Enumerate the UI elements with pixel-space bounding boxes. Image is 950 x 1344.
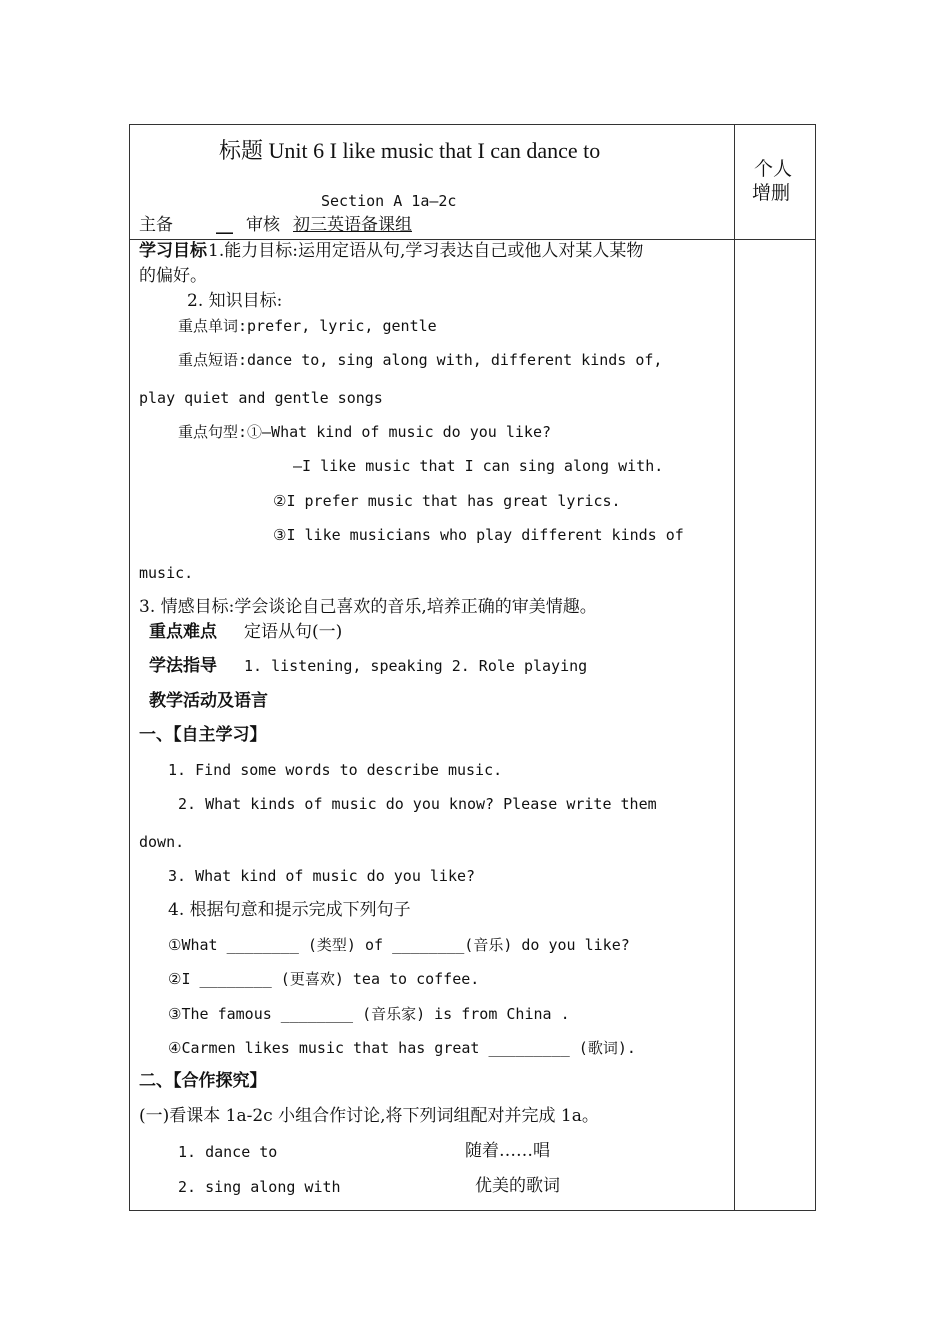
- fill-blank-4: ④Carmen likes music that has great _________ (歌词).: [168, 1039, 636, 1057]
- side-column-title-1: 个人: [754, 158, 793, 180]
- fill-blank-2: ②I ________ (更喜欢) tea to coffee.: [168, 970, 480, 988]
- key-sentence-2: ②I prefer music that has great lyrics.: [273, 492, 621, 510]
- pair-2-en: 2. sing along with: [178, 1178, 341, 1196]
- key-sentence-3b: music.: [139, 564, 194, 582]
- method-label: 学法指导: [149, 656, 217, 676]
- key-phrases-b: play quiet and gentle songs: [139, 389, 383, 407]
- fill-blank-3: ③The famous ________ (音乐家) is from China .: [168, 1005, 570, 1023]
- question-4: 4. 根据句意和提示完成下列句子: [168, 900, 411, 920]
- goal-2: 2. 知识目标:: [187, 291, 283, 311]
- goal-1-line-a: 1.能力目标:运用定语从句,学习表达自己或他人对某人某物: [208, 241, 644, 261]
- shenhe-label: 审核: [246, 215, 280, 235]
- header-divider: [130, 239, 815, 240]
- shenhe-value: 初三英语备课组: [293, 215, 412, 235]
- keypoint-value: 定语从句(一): [244, 622, 343, 642]
- question-1: 1. Find some words to describe music.: [168, 761, 503, 779]
- pair-1-en: 1. dance to: [178, 1143, 278, 1161]
- key-sentence-1b: —I like music that I can sing along with.: [293, 457, 664, 475]
- pair-2-zh: 优美的歌词: [475, 1176, 560, 1196]
- keypoint-label: 重点难点: [149, 622, 217, 642]
- method-value: 1. listening, speaking 2. Role playing: [244, 657, 588, 675]
- key-sentence-3a: ③I like musicians who play different kinds of: [273, 526, 684, 544]
- key-phrases-a: 重点短语:dance to, sing along with, different kinds of,: [178, 351, 663, 369]
- zhubei-blank: __: [216, 215, 233, 235]
- question-3: 3. What kind of music do you like?: [168, 867, 476, 885]
- question-2b: down.: [139, 833, 185, 851]
- activities-heading: 教学活动及语言: [149, 691, 268, 711]
- key-sentence-1: 重点句型:①—What kind of music do you like?: [178, 423, 552, 441]
- section-label: Section A 1a—2c: [321, 192, 457, 210]
- part2-intro: (一)看课本 1a-2c 小组合作讨论,将下列词组配对并完成 1a。: [139, 1106, 599, 1126]
- lesson-title: 标题 Unit 6 I like music that I can dance to: [219, 138, 601, 163]
- side-column-title-2: 增删: [752, 182, 791, 204]
- pair-1-zh: 随着……唱: [465, 1141, 550, 1161]
- lesson-plan-table: [129, 124, 816, 1211]
- part2-heading: 二、【合作探究】: [139, 1071, 267, 1091]
- part1-heading: 一、【自主学习】: [139, 725, 267, 745]
- question-2a: 2. What kinds of music do you know? Please write them: [178, 795, 657, 813]
- column-divider: [734, 125, 735, 1210]
- goal-3: 3. 情感目标:学会谈论自己喜欢的音乐,培养正确的审美情趣。: [139, 597, 597, 617]
- goals-label: 学习目标: [139, 241, 207, 261]
- key-words: 重点单词:prefer, lyric, gentle: [178, 317, 437, 335]
- zhubei-label: 主备: [139, 215, 173, 235]
- fill-blank-1: ①What ________ (类型) of ________(音乐) do you like?: [168, 936, 630, 954]
- goal-1-line-b: 的偏好。: [139, 266, 207, 286]
